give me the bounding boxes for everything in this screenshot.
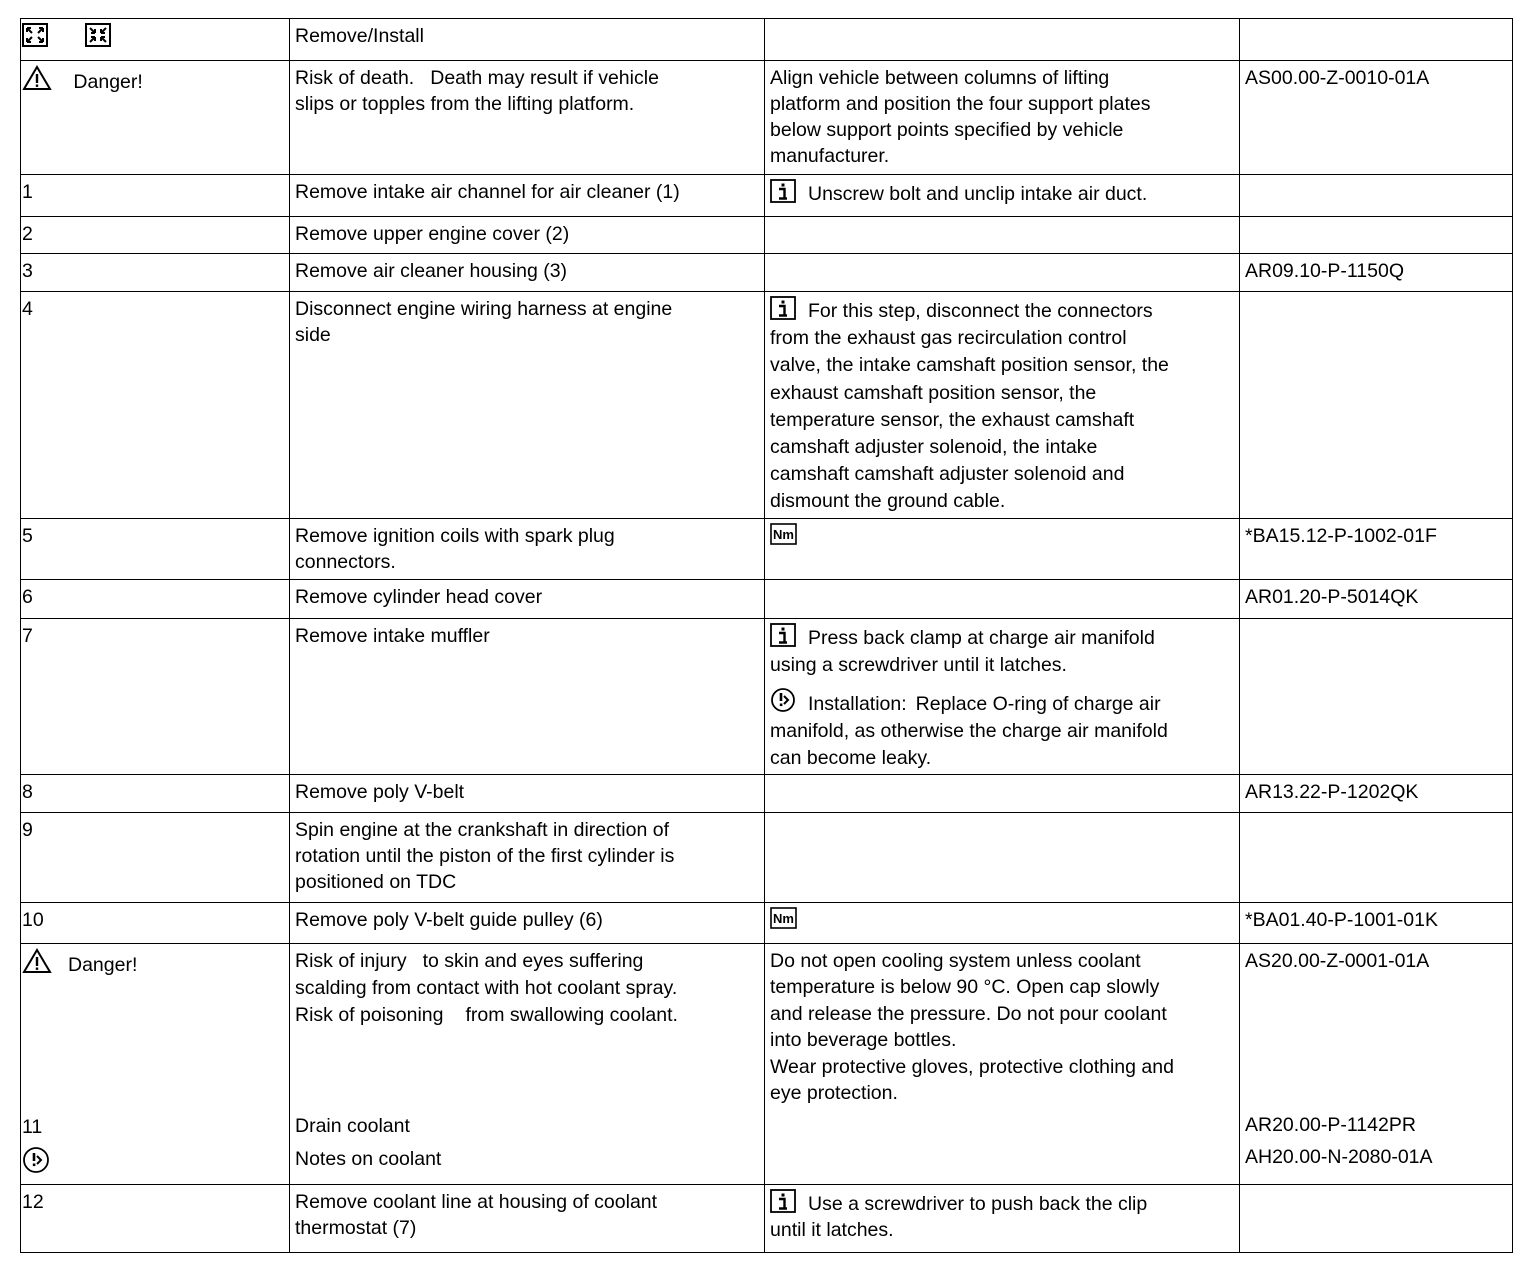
torque-badge-text: Nm	[773, 910, 794, 926]
note-line: into beverage bottles.	[770, 1029, 957, 1052]
step-notes	[765, 292, 1240, 519]
step-action: Remove cylinder head cover	[290, 579, 765, 618]
step-reference	[1240, 1184, 1513, 1252]
step-reference[interactable]: AR09.10-P-1150Q	[1240, 254, 1513, 292]
danger-label: Danger!	[68, 953, 138, 976]
remove-icon	[22, 23, 48, 47]
note-text: For this step, disconnect the connectors	[808, 300, 1153, 322]
step-notes	[765, 618, 1240, 774]
step-reference	[1240, 812, 1513, 902]
step-number: 5	[21, 518, 290, 579]
note-line: below support points specified by vehicle	[770, 119, 1124, 141]
installation-label: Installation:	[808, 692, 907, 715]
step-notes	[765, 812, 1240, 902]
step-reference[interactable]: *BA15.12-P-1002-01F	[1240, 518, 1513, 579]
note-line: can become leaky.	[770, 746, 932, 769]
step-action	[290, 812, 765, 902]
info-icon	[770, 179, 796, 203]
step-action: Remove poly V-belt guide pulley (6)	[290, 902, 765, 943]
step-number: 1	[21, 175, 290, 217]
note-line: camshaft adjuster solenoid, the intake	[770, 436, 1098, 459]
table-row	[21, 217, 1513, 254]
step-notes	[765, 61, 1240, 175]
install-icon	[85, 23, 111, 47]
action-line: Remove coolant line at housing of coolant	[295, 1190, 658, 1213]
torque-badge-text: Nm	[773, 526, 794, 542]
step-number: 7	[21, 618, 290, 774]
action-line: connectors.	[295, 550, 396, 573]
step-number: 11	[22, 1115, 43, 1138]
table-row	[21, 19, 1513, 61]
step-number: 6	[21, 579, 290, 618]
note-line: eye protection.	[770, 1082, 898, 1105]
step-reference	[1240, 19, 1513, 61]
step-notes	[765, 943, 1240, 1184]
step-reference	[1240, 943, 1513, 1184]
warning-triangle-icon	[22, 65, 52, 91]
risk-text: to skin and eyes suffering	[422, 949, 644, 972]
torque-nm-icon	[770, 907, 797, 929]
risk-text: from swallowing coolant.	[465, 1003, 678, 1026]
table-row	[21, 943, 1513, 1184]
note-line: dismount the ground cable.	[770, 490, 1006, 513]
note-line: Do not open cooling system unless coolant	[770, 949, 1141, 972]
step-action-text: Drain coolant	[295, 1114, 410, 1137]
reference-link[interactable]: AH20.00-N-2080-01A	[1245, 1145, 1433, 1168]
step-notes	[765, 175, 1240, 217]
action-line: thermostat (7)	[295, 1216, 417, 1239]
note-line: from the exhaust gas recirculation control	[770, 327, 1127, 350]
step-number: 8	[21, 774, 290, 812]
step-action	[290, 61, 765, 175]
note-text: Use a screwdriver to push back the clip	[808, 1192, 1148, 1215]
note-line: Align vehicle between columns of lifting	[770, 67, 1110, 89]
note-line: manufacturer.	[770, 145, 890, 167]
step-reference[interactable]: AS00.00-Z-0010-01A	[1240, 61, 1513, 175]
step-number: 3	[21, 254, 290, 292]
danger-cell	[21, 61, 290, 175]
note-line: Wear protective gloves, protective clothing and	[770, 1055, 1174, 1078]
note-text: Replace O-ring of charge air	[915, 692, 1161, 715]
risk-lead: Risk of poisoning	[295, 1003, 444, 1026]
step-number: 4	[21, 292, 290, 519]
risk-lead: Risk of injury	[295, 949, 407, 972]
step-notes	[765, 254, 1240, 292]
step-reference	[1240, 618, 1513, 774]
step-notes	[765, 579, 1240, 618]
risk-text: Death may result if vehicle	[430, 67, 659, 89]
action-line: Remove ignition coils with spark plug	[295, 524, 615, 547]
step-reference[interactable]: *BA01.40-P-1001-01K	[1240, 902, 1513, 943]
table-row	[21, 902, 1513, 943]
step-action: Remove/Install	[290, 19, 765, 61]
action-line: Spin engine at the crankshaft in direction of	[295, 818, 669, 841]
table-row	[21, 518, 1513, 579]
step-reference[interactable]: AR01.20-P-5014QK	[1240, 579, 1513, 618]
risk-lead: Risk of death.	[295, 67, 415, 89]
table-row	[21, 812, 1513, 902]
step-action	[290, 518, 765, 579]
action-line: Disconnect engine wiring harness at engine	[295, 298, 673, 320]
note-line: camshaft camshaft adjuster solenoid and	[770, 463, 1125, 486]
step-reference	[1240, 175, 1513, 217]
note-line: temperature sensor, the exhaust camshaft	[770, 408, 1135, 431]
reference-link[interactable]: AS20.00-Z-0001-01A	[1245, 949, 1430, 972]
step-action: Remove upper engine cover (2)	[290, 217, 765, 254]
action-line: side	[295, 324, 331, 346]
danger-cell	[21, 943, 290, 1184]
table-row	[21, 254, 1513, 292]
step-notes	[765, 518, 1240, 579]
step-action: Remove air cleaner housing (3)	[290, 254, 765, 292]
action-line: positioned on TDC	[295, 870, 457, 893]
step-notes	[765, 774, 1240, 812]
step-reference	[1240, 292, 1513, 519]
info-icon	[770, 1189, 796, 1213]
info-icon	[770, 296, 796, 320]
step-notes	[765, 1184, 1240, 1252]
reference-link[interactable]: AR20.00-P-1142PR	[1245, 1113, 1416, 1136]
danger-label: Danger!	[73, 71, 143, 93]
step-notes	[765, 217, 1240, 254]
note-text: Unscrew bolt and unclip intake air duct.	[808, 183, 1148, 205]
warning-triangle-icon	[22, 948, 52, 974]
note-line: exhaust camshaft position sensor, the	[770, 381, 1097, 404]
note-line: valve, the intake camshaft position sensor, the	[770, 354, 1169, 377]
step-notes	[765, 902, 1240, 943]
table-row	[21, 579, 1513, 618]
torque-nm-icon	[770, 523, 797, 545]
step-action	[290, 943, 765, 1184]
installation-note-icon	[770, 687, 796, 713]
step-action: Remove intake muffler	[290, 618, 765, 774]
step-number: 2	[21, 217, 290, 254]
table-row	[21, 1184, 1513, 1252]
procedure-table	[20, 18, 1512, 1253]
step-action: Remove intake air channel for air cleaner (1)	[290, 175, 765, 217]
action-line: rotation until the piston of the first cylinder is	[295, 844, 675, 867]
step-number: 9	[21, 812, 290, 902]
table-row	[21, 774, 1513, 812]
note-line: platform and position the four support plates	[770, 93, 1151, 115]
note-line: until it latches.	[770, 1218, 894, 1241]
note-line: temperature is below 90 °C. Open cap slowly	[770, 976, 1160, 999]
table-row	[21, 175, 1513, 217]
note-link[interactable]: Notes on coolant	[295, 1147, 442, 1170]
step-reference	[1240, 217, 1513, 254]
note-line: and release the pressure. Do not pour coolant	[770, 1002, 1167, 1025]
table-row	[21, 618, 1513, 774]
step-action	[290, 1184, 765, 1252]
step-action: Remove poly V-belt	[290, 774, 765, 812]
header-icons-cell	[21, 19, 290, 61]
step-reference[interactable]: AR13.22-P-1202QK	[1240, 774, 1513, 812]
note-text: Press back clamp at charge air manifold	[808, 626, 1155, 649]
table-row	[21, 292, 1513, 519]
step-number: 10	[21, 902, 290, 943]
table-row	[21, 61, 1513, 175]
step-number: 12	[21, 1184, 290, 1252]
step-action	[290, 292, 765, 519]
note-icon	[22, 1146, 50, 1174]
risk-text-line: scalding from contact with hot coolant spray.	[295, 976, 678, 999]
note-line: manifold, as otherwise the charge air manifold	[770, 719, 1168, 742]
step-notes	[765, 19, 1240, 61]
note-line: using a screwdriver until it latches.	[770, 653, 1067, 676]
risk-text-line: slips or topples from the lifting platform.	[295, 93, 635, 115]
info-icon	[770, 623, 796, 647]
